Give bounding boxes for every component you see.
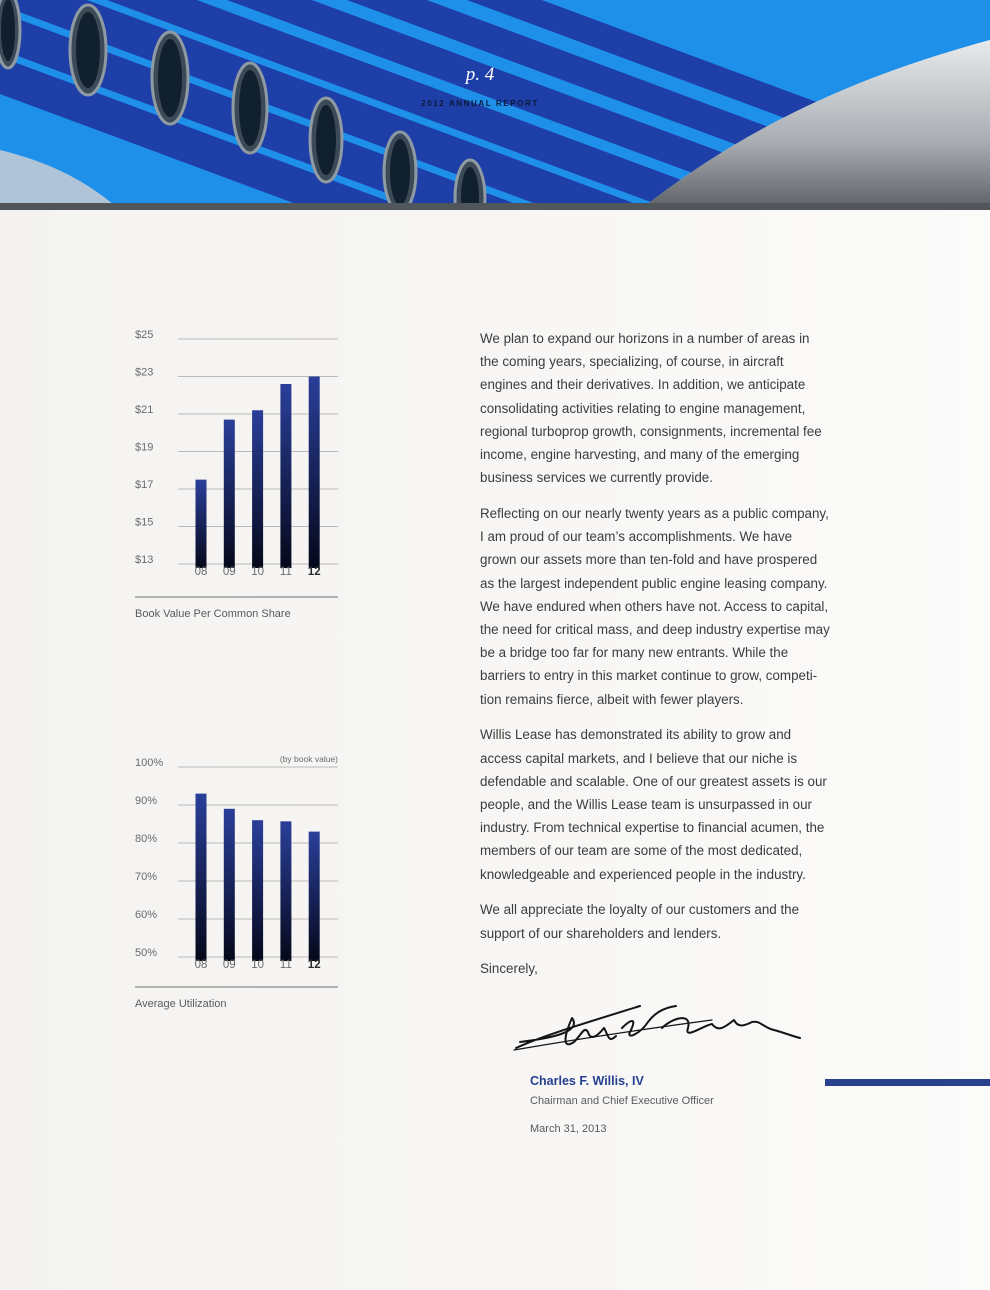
page-number: p. 4 bbox=[465, 64, 495, 85]
bar bbox=[224, 809, 235, 961]
y-tick-label: $13 bbox=[135, 554, 154, 566]
utilization-chart-title: Average Utilization bbox=[135, 998, 227, 1010]
y-tick-label: 70% bbox=[135, 871, 158, 883]
signature-image bbox=[512, 998, 812, 1063]
accent-bar bbox=[825, 1079, 990, 1086]
utilization-chart bbox=[130, 750, 350, 995]
x-tick-label: 10 bbox=[251, 566, 264, 578]
book-value-chart-title: Book Value Per Common Share bbox=[135, 608, 291, 620]
utilization-chart-svg bbox=[130, 750, 350, 995]
bar bbox=[252, 410, 263, 568]
bar bbox=[196, 794, 207, 961]
letter-paragraph: We all appreciate the loyalty of our customers and the support of our shareholders and lenders. bbox=[480, 902, 800, 941]
x-tick-label: 08 bbox=[194, 566, 208, 578]
x-tick-label: 10 bbox=[251, 959, 264, 971]
y-tick-label: 60% bbox=[135, 909, 158, 921]
x-tick-label: 09 bbox=[222, 959, 236, 971]
bar bbox=[224, 420, 235, 568]
letter-paragraph: Willis Lease has demonstrated its ability to grow and access capital markets, and I believe that our niche is defendable and scalable. One of our greatest assets is our people, and the Willis Lease team is unsurpassed in our industry. From technical expertise to financial acumen, the members of our team are some of the most dedicated, knowledgeable and experienced people in the industry. bbox=[480, 727, 827, 882]
y-tick-label: $17 bbox=[135, 479, 154, 491]
x-tick-label: 11 bbox=[279, 959, 292, 971]
bar bbox=[196, 480, 207, 568]
x-tick-label: 12 bbox=[307, 959, 321, 971]
x-tick-label: 12 bbox=[307, 566, 321, 578]
bar bbox=[280, 384, 291, 568]
report-label: 2012 ANNUAL REPORT bbox=[421, 99, 539, 108]
y-tick-label: 90% bbox=[135, 795, 158, 807]
y-tick-label: $21 bbox=[135, 404, 154, 416]
letter-date: March 31, 2013 bbox=[530, 1123, 607, 1135]
book-value-chart bbox=[130, 325, 350, 605]
x-tick-label: 08 bbox=[194, 959, 208, 971]
y-tick-label: 100% bbox=[135, 757, 164, 769]
bar bbox=[280, 821, 291, 961]
signer-title: Chairman and Chief Executive Officer bbox=[530, 1095, 714, 1107]
header-photo bbox=[0, 0, 990, 210]
y-tick-label: 50% bbox=[135, 947, 158, 959]
book-value-chart-svg bbox=[130, 325, 350, 605]
letter-closing: Sincerely, bbox=[480, 961, 538, 977]
y-tick-label: $25 bbox=[135, 329, 154, 341]
y-tick-label: $19 bbox=[135, 441, 154, 454]
y-tick-label: 80% bbox=[135, 833, 158, 845]
letter-paragraph: We plan to expand our horizons in a number of areas in the coming years, specializing, of course, in aircraft engines and their derivatives. In addition, we anticipate consolidating activities relating to engine management, regional turboprop growth, consignments, incremental fee income, engine harvesting, and many of the emerging business services we currently provide. bbox=[480, 331, 822, 486]
y-tick-label: $15 bbox=[135, 516, 154, 529]
letter-paragraph: Reflecting on our nearly twenty years as a public company, I am proud of our team’s accomplishments. We have grown our assets more than ten-fold and have prospered as the largest independent public engine leasing company. We have endured when others have not. Access to capital, the need for critical mass, and deep industry expertise may be a bridge too far for many new entrants. While the barriers to entry in this market continue to grow, competi-tion remains fierce, albeit with fewer players. bbox=[480, 506, 830, 707]
letter-body bbox=[480, 327, 830, 993]
y-tick-label: $23 bbox=[135, 366, 154, 379]
bar bbox=[309, 377, 320, 569]
bar bbox=[309, 832, 320, 961]
bar bbox=[252, 820, 263, 961]
chart-note: (by book value) bbox=[279, 754, 338, 764]
x-tick-label: 09 bbox=[222, 566, 236, 578]
signer-name: Charles F. Willis, IV bbox=[530, 1074, 644, 1088]
x-tick-label: 11 bbox=[279, 566, 292, 578]
